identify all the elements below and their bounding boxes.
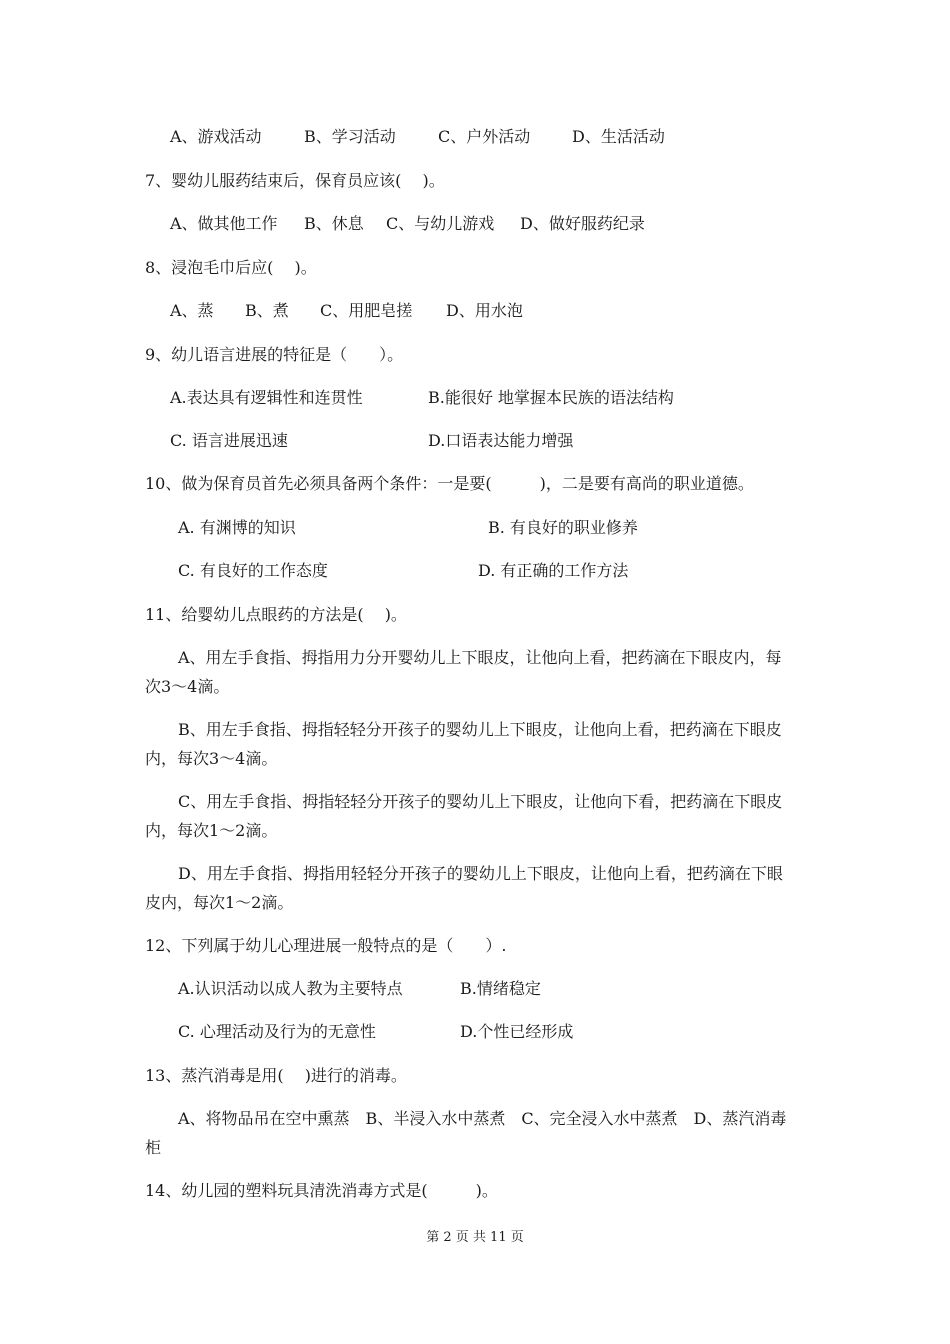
q11-option-a-line1: A、用左手食指、拇指用力分开婴幼儿上下眼皮，让他向上看，把药滴在下眼皮内，每 xyxy=(178,648,782,667)
q9-option-d: D.口语表达能力增强 xyxy=(428,431,574,450)
question-14-stem: 14、幼儿园的塑料玩具清洗消毒方式是( )。 xyxy=(145,1181,498,1200)
question-12-stem: 12、下列属于幼儿心理进展一般特点的是（ ）. xyxy=(145,936,507,955)
q12-option-b: B.情绪稳定 xyxy=(460,979,541,998)
q9-option-b: B.能很好 地掌握本民族的语法结构 xyxy=(428,388,674,407)
q12-option-a: A.认识活动以成人教为主要特点 xyxy=(178,979,403,998)
question-7-stem: 7、婴幼儿服药结束后，保育员应该( )。 xyxy=(145,171,445,190)
q11-option-b-line1: B、用左手食指、拇指轻轻分开孩子的婴幼儿上下眼皮，让他向上看，把药滴在下眼皮 xyxy=(178,720,782,739)
q10-option-d: D. 有正确的工作方法 xyxy=(478,561,629,580)
q7-option-d: D、做好服药纪录 xyxy=(520,214,645,233)
q8-option-c: C、用肥皂搓 xyxy=(320,301,413,320)
question-13-stem: 13、蒸汽消毒是用( )进行的消毒。 xyxy=(145,1066,407,1085)
option-d: D、生活活动 xyxy=(572,127,665,146)
q8-option-b: B、煮 xyxy=(245,301,289,320)
q7-option-a: A、做其他工作 xyxy=(170,214,278,233)
q7-option-c: C、与幼儿游戏 xyxy=(386,214,495,233)
q11-option-d-line1: D、用左手食指、拇指用轻轻分开孩子的婴幼儿上下眼皮，让他向上看，把药滴在下眼 xyxy=(178,864,783,883)
q8-option-a: A、蒸 xyxy=(170,301,214,320)
q13-options-line1: A、将物品吊在空中熏蒸 B、半浸入水中蒸煮 C、完全浸入水中蒸煮 D、蒸汽消毒 xyxy=(178,1109,787,1128)
question-10-stem: 10、做为保育员首先必须具备两个条件：一是要( )，二是要有高尚的职业道德。 xyxy=(145,474,754,493)
q11-option-c-line2: 内，每次1～2滴。 xyxy=(145,821,278,840)
page-number: 第 2 页 共 11 页 xyxy=(426,1230,524,1245)
question-9-stem: 9、幼儿语言进展的特征是（ ）。 xyxy=(145,345,404,364)
option-c: C、户外活动 xyxy=(438,127,531,146)
option-b: B、学习活动 xyxy=(304,127,396,146)
q13-options-line2: 柜 xyxy=(145,1138,162,1157)
q10-option-c: C. 有良好的工作态度 xyxy=(178,561,328,580)
option-a: A、游戏活动 xyxy=(170,127,262,146)
q11-option-b-line2: 内，每次3～4滴。 xyxy=(145,749,278,768)
q9-option-c: C. 语言进展迅速 xyxy=(170,431,288,450)
q11-option-a-line2: 次3～4滴。 xyxy=(145,677,230,696)
q10-option-a: A. 有渊博的知识 xyxy=(178,518,296,537)
q8-option-d: D、用水泡 xyxy=(446,301,523,320)
q12-option-c: C. 心理活动及行为的无意性 xyxy=(178,1022,376,1041)
question-11-stem: 11、给婴幼儿点眼药的方法是( )。 xyxy=(145,605,407,624)
q10-option-b: B. 有良好的职业修养 xyxy=(488,518,638,537)
q11-option-d-line2: 皮内，每次1～2滴。 xyxy=(145,893,294,912)
q12-option-d: D.个性已经形成 xyxy=(460,1022,574,1041)
q7-option-b: B、休息 xyxy=(304,214,364,233)
q11-option-c-line1: C、用左手食指、拇指轻轻分开孩子的婴幼儿上下眼皮，让他向下看，把药滴在下眼皮 xyxy=(178,792,783,811)
question-8-stem: 8、浸泡毛巾后应( )。 xyxy=(145,258,317,277)
q9-option-a: A.表达具有逻辑性和连贯性 xyxy=(170,388,363,407)
